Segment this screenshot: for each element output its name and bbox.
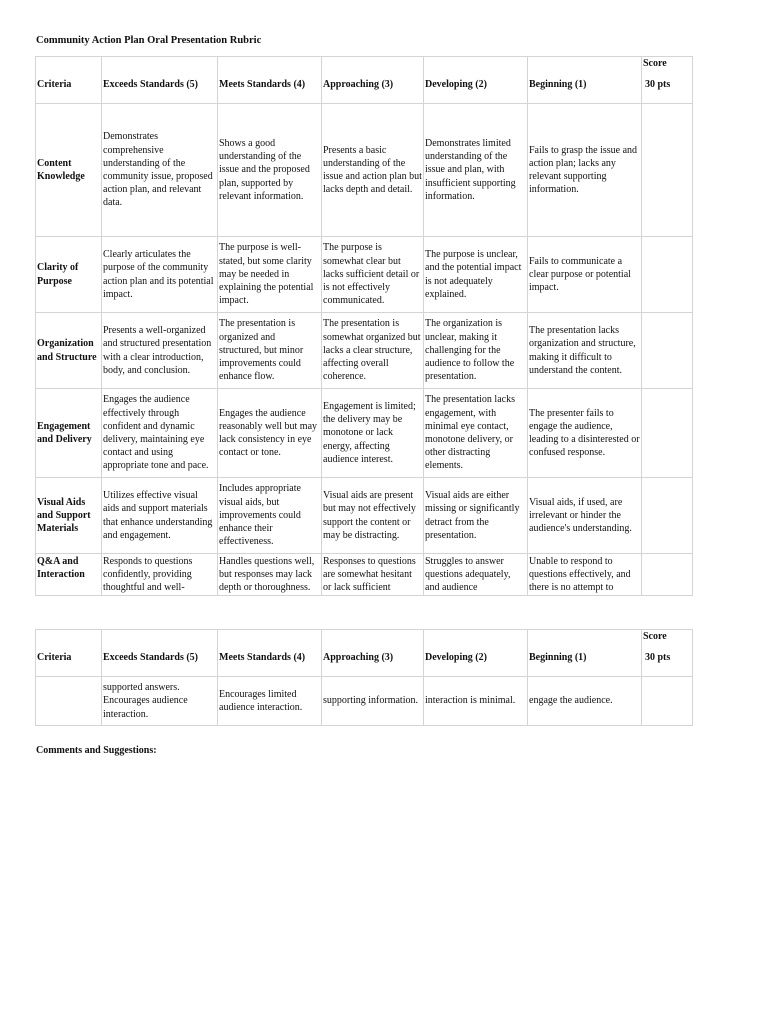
exceeds-cell: Presents a well-organized and structured presentation with a clear introduction, body, and conclusion. [102, 313, 218, 389]
score-cell[interactable] [642, 478, 693, 554]
criteria-cell: Organization and Structure [36, 313, 102, 389]
beginning-cell: Fails to communicate a clear purpose or potential impact. [528, 237, 642, 313]
table-row [36, 237, 693, 313]
score-cell[interactable] [642, 677, 693, 726]
exceeds-cell: Demonstrates comprehensive understanding of the community issue, proposed action plan, and relevant data. [102, 104, 218, 237]
exceeds-cell: Clearly articulates the purpose of the community action plan and its potential impact. [102, 237, 218, 313]
approaching-cell [322, 554, 424, 596]
beginning-cell: Fails to grasp the issue and action plan; lacks any relevant supporting information. [528, 104, 642, 237]
header-beginning: Beginning (1) [528, 630, 642, 677]
rubric-table [35, 56, 693, 596]
exceeds-cell: Utilizes effective visual aids and support materials that enhance understanding and engagement. [102, 478, 218, 554]
header-exceeds-standards: Exceeds Standards (5) [102, 57, 218, 104]
table-row [36, 389, 693, 478]
meets-cell: The presentation is organized and structured, but minor improvements could enhance flow. [218, 313, 322, 389]
score-cell[interactable] [642, 313, 693, 389]
header-row [36, 630, 693, 677]
score-points: 30 pts [645, 79, 671, 90]
beginning-cell: Visual aids, if used, are irrelevant or hinder the audience's understanding. [528, 478, 642, 554]
approaching-cell: Visual aids are present but may not effectively support the content or may be distracting. [322, 478, 424, 554]
beginning-cell: The presenter fails to engage the audience, leading to a disinterested or confused response. [528, 389, 642, 478]
rubric-table-continued [35, 629, 693, 726]
score-label: Score [643, 58, 667, 69]
table-row [36, 104, 693, 237]
document-title: Community Action Plan Oral Presentation Rubric [36, 35, 262, 46]
approaching-cell: The purpose is somewhat clear but lacks sufficient detail or is not effectively communicated. [322, 237, 424, 313]
table-row [36, 313, 693, 389]
score-points: 30 pts [645, 652, 671, 663]
meets-cell: Shows a good understanding of the issue and the proposed plan, supported by relevant information. [218, 104, 322, 237]
header-developing: Developing (2) [424, 57, 528, 104]
header-row [36, 57, 693, 104]
header-approaching: Approaching (3) [322, 57, 424, 104]
header-criteria: Criteria [36, 57, 102, 104]
header-score [642, 57, 693, 104]
approaching-text: Responses to questions are somewhat hesitant or lack sufficient [323, 555, 416, 593]
criteria-cell: Engagement and Delivery [36, 389, 102, 478]
criteria-cell [36, 554, 102, 596]
developing-cell [424, 554, 528, 596]
score-cell[interactable] [642, 389, 693, 478]
exceeds-text: Responds to questions confidently, providing thoughtful and well- [103, 555, 193, 593]
score-cell[interactable] [642, 104, 693, 237]
developing-cell: The organization is unclear, making it challenging for the audience to follow the presentation. [424, 313, 528, 389]
score-cell[interactable] [642, 237, 693, 313]
approaching-cell: Presents a basic understanding of the issue and action plan but lacks depth and detail. [322, 104, 424, 237]
developing-text: Struggles to answer questions adequately, and audience [425, 555, 511, 593]
header-criteria: Criteria [36, 630, 102, 677]
score-label: Score [643, 631, 667, 642]
criteria-cell: Content Knowledge [36, 104, 102, 237]
developing-cell: The purpose is unclear, and the potential impact is not adequately explained. [424, 237, 528, 313]
criteria-cell [36, 677, 102, 726]
header-meets-standards: Meets Standards (4) [218, 57, 322, 104]
meets-cell: Engages the audience reasonably well but may lack consistency in eye contact or tone. [218, 389, 322, 478]
table-row [36, 478, 693, 554]
beginning-cell [528, 554, 642, 596]
score-cell[interactable] [642, 554, 693, 596]
criteria-text: Q&A and Interaction [37, 555, 85, 580]
header-meets-standards: Meets Standards (4) [218, 630, 322, 677]
criteria-cell: Clarity of Purpose [36, 237, 102, 313]
header-developing: Developing (2) [424, 630, 528, 677]
developing-cell: The presentation lacks engagement, with minimal eye contact, monotone delivery, or other distracting elements. [424, 389, 528, 478]
header-exceeds-standards: Exceeds Standards (5) [102, 630, 218, 677]
exceeds-cell: Engages the audience effectively through confident and dynamic delivery, maintaining eye contact and using appropriate tone and pace. [102, 389, 218, 478]
developing-cell: interaction is minimal. [424, 677, 528, 726]
developing-cell: Visual aids are either missing or significantly detract from the presentation. [424, 478, 528, 554]
approaching-cell: Engagement is limited; the delivery may be monotone or lack energy, affecting audience interest. [322, 389, 424, 478]
meets-cell [218, 554, 322, 596]
beginning-cell: engage the audience. [528, 677, 642, 726]
table-row [36, 554, 693, 596]
meets-text: Handles questions well, but responses may lack depth or thoroughness. [219, 555, 315, 593]
meets-cell: The purpose is well-stated, but some clarity may be needed in explaining the potential impact. [218, 237, 322, 313]
table-row [36, 677, 693, 726]
approaching-cell: supporting information. [322, 677, 424, 726]
meets-cell: Includes appropriate visual aids, but improvements could enhance their effectiveness. [218, 478, 322, 554]
exceeds-cell: supported answers. Encourages audience interaction. [102, 677, 218, 726]
comments-heading: Comments and Suggestions: [36, 745, 157, 756]
criteria-cell: Visual Aids and Support Materials [36, 478, 102, 554]
approaching-cell: The presentation is somewhat organized but lacks a clear structure, affecting overall coherence. [322, 313, 424, 389]
beginning-text: Unable to respond to questions effectively, and there is no attempt to [529, 555, 631, 593]
header-score [642, 630, 693, 677]
header-beginning: Beginning (1) [528, 57, 642, 104]
beginning-cell: The presentation lacks organization and structure, making it difficult to understand the content. [528, 313, 642, 389]
exceeds-cell [102, 554, 218, 596]
meets-cell: Encourages limited audience interaction. [218, 677, 322, 726]
developing-cell: Demonstrates limited understanding of the issue and plan, with insufficient supporting information. [424, 104, 528, 237]
header-approaching: Approaching (3) [322, 630, 424, 677]
